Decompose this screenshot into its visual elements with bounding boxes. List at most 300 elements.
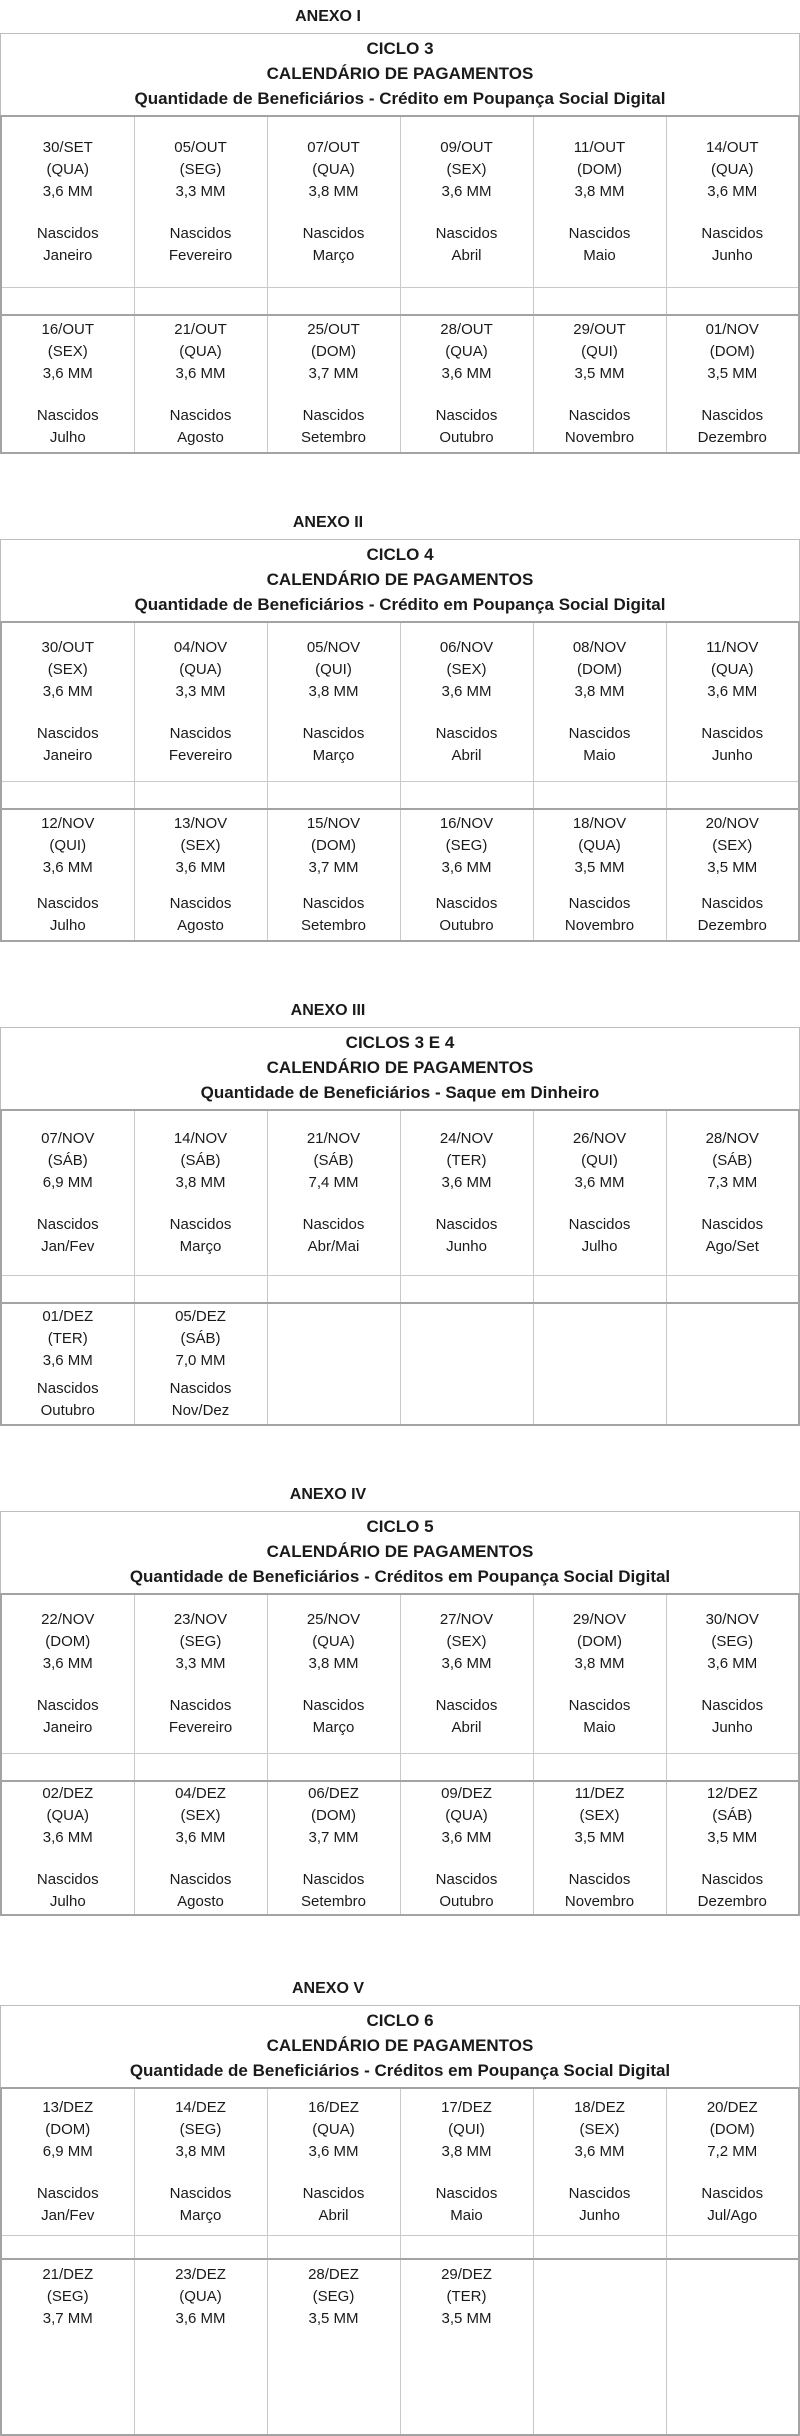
payment-date: 07/NOV bbox=[41, 1130, 95, 1147]
calendar-cell bbox=[134, 1303, 267, 1425]
spacer-cell bbox=[400, 288, 533, 316]
table-header-line: CALENDÁRIO DE PAGAMENTOS bbox=[266, 570, 534, 589]
payment-date: 28/OUT bbox=[440, 321, 493, 338]
beneficiary-count: 3,6 MM bbox=[441, 683, 492, 700]
nascidos-label: Nascidos bbox=[568, 1871, 631, 1888]
nascidos-label: Nascidos bbox=[435, 407, 498, 424]
payment-date: 13/DEZ bbox=[42, 2099, 94, 2116]
calendar-cell bbox=[1, 809, 134, 941]
birth-month: Julho bbox=[581, 1238, 618, 1255]
nascidos-label: Nascidos bbox=[169, 1697, 232, 1714]
calendar-cell bbox=[666, 809, 799, 941]
nascidos-label: Nascidos bbox=[435, 1871, 498, 1888]
weekday-abbrev: (QUI) bbox=[581, 343, 618, 360]
nascidos-label: Nascidos bbox=[701, 1697, 764, 1714]
calendar-cell bbox=[400, 2259, 533, 2435]
beneficiary-count: 3,8 MM bbox=[308, 683, 359, 700]
anexo-section bbox=[0, 1978, 800, 2436]
payment-date: 21/NOV bbox=[306, 1130, 361, 1147]
payment-date: 27/NOV bbox=[439, 1611, 494, 1628]
spacer-cell bbox=[1, 288, 134, 316]
weekday-abbrev: (QUI) bbox=[448, 2121, 485, 2138]
payment-date: 01/DEZ bbox=[42, 1308, 94, 1325]
weekday-abbrev: (SEX) bbox=[446, 161, 487, 178]
weekday-abbrev: (TER) bbox=[446, 2288, 487, 2305]
beneficiary-count: 3,6 MM bbox=[441, 859, 492, 876]
payment-date: 29/DEZ bbox=[441, 2266, 492, 2283]
calendar-cell bbox=[267, 1594, 400, 1754]
birth-month: Junho bbox=[711, 1719, 753, 1736]
blank-line bbox=[534, 203, 666, 223]
nascidos-label: Nascidos bbox=[36, 407, 99, 424]
anexo-section bbox=[0, 1000, 800, 1426]
payment-date: 08/NOV bbox=[572, 639, 627, 656]
birth-month: Nov/Dez bbox=[171, 1402, 230, 1419]
calendar-row bbox=[1, 2088, 799, 2236]
spacer-cell bbox=[400, 1276, 533, 1304]
empty-cell bbox=[267, 1303, 400, 1425]
blank-line bbox=[401, 703, 533, 723]
blank-line bbox=[2, 203, 134, 223]
calendar-cell bbox=[533, 116, 666, 288]
blank-line bbox=[2, 2163, 134, 2183]
anexo-title: ANEXO I bbox=[295, 8, 361, 25]
calendar-cell bbox=[134, 809, 267, 941]
birth-month: Março bbox=[179, 2207, 222, 2224]
weekday-abbrev: (QUA) bbox=[711, 161, 754, 178]
blank-line bbox=[667, 385, 799, 405]
blank-line bbox=[667, 703, 799, 723]
payment-date: 21/DEZ bbox=[42, 2266, 94, 2283]
empty-cell bbox=[666, 1303, 799, 1425]
nascidos-label: Nascidos bbox=[568, 1216, 631, 1233]
calendar-cell bbox=[267, 315, 400, 453]
blank-line bbox=[401, 879, 533, 893]
calendar-row bbox=[1, 1594, 799, 1754]
weekday-abbrev: (QUI) bbox=[581, 1152, 618, 1169]
payment-date: 17/DEZ bbox=[441, 2099, 492, 2116]
calendar-cell bbox=[267, 2088, 400, 2236]
weekday-abbrev: (QUA) bbox=[578, 837, 621, 854]
payment-date: 23/NOV bbox=[173, 1611, 228, 1628]
calendar-cell bbox=[1, 1110, 134, 1276]
birth-month: Abril bbox=[318, 2207, 349, 2224]
payment-date: 23/DEZ bbox=[175, 2266, 226, 2283]
beneficiary-count: 3,8 MM bbox=[308, 1655, 359, 1672]
beneficiary-count: 7,3 MM bbox=[707, 1174, 758, 1191]
spacer-cell bbox=[1, 782, 134, 810]
payment-date: 30/OUT bbox=[41, 639, 94, 656]
payment-date: 11/OUT bbox=[573, 139, 626, 156]
calendar-cell bbox=[666, 1110, 799, 1276]
spacer-cell bbox=[267, 2236, 400, 2260]
birth-month: Maio bbox=[583, 747, 616, 764]
beneficiary-count: 3,8 MM bbox=[574, 1655, 625, 1672]
weekday-abbrev: (SÁB) bbox=[180, 1330, 221, 1347]
spacer-cell bbox=[666, 288, 799, 316]
table-header-line: CALENDÁRIO DE PAGAMENTOS bbox=[266, 1058, 534, 1077]
weekday-abbrev: (QUA) bbox=[179, 661, 222, 678]
nascidos-label: Nascidos bbox=[36, 2185, 99, 2202]
birth-month: Maio bbox=[583, 1719, 616, 1736]
blank-line bbox=[135, 2163, 267, 2183]
payment-date: 16/OUT bbox=[41, 321, 94, 338]
payment-date: 20/DEZ bbox=[706, 2099, 758, 2116]
blank-line bbox=[401, 1849, 533, 1869]
birth-month: Novembro bbox=[564, 429, 635, 446]
calendar-row bbox=[1, 1781, 799, 1915]
spacer-row bbox=[1, 2236, 799, 2260]
empty-cell bbox=[666, 2259, 799, 2435]
blank-line bbox=[534, 1675, 666, 1695]
calendar-cell bbox=[400, 809, 533, 941]
payment-date: 06/NOV bbox=[439, 639, 494, 656]
nascidos-label: Nascidos bbox=[169, 2185, 232, 2202]
beneficiary-count: 3,6 MM bbox=[441, 365, 492, 382]
nascidos-label: Nascidos bbox=[36, 895, 99, 912]
weekday-abbrev: (QUA) bbox=[312, 1633, 355, 1650]
weekday-abbrev: (QUI) bbox=[49, 837, 87, 854]
payment-date: 22/NOV bbox=[41, 1611, 95, 1628]
calendar-cell bbox=[134, 315, 267, 453]
calendar-cell bbox=[267, 1110, 400, 1276]
beneficiary-count: 3,7 MM bbox=[308, 365, 359, 382]
calendar-cell bbox=[533, 1781, 666, 1915]
nascidos-label: Nascidos bbox=[701, 2185, 764, 2202]
weekday-abbrev: (SÁB) bbox=[313, 1152, 354, 1169]
payment-date: 02/DEZ bbox=[42, 1785, 94, 1802]
birth-month: Março bbox=[312, 247, 355, 264]
anexo-title: ANEXO IV bbox=[289, 1486, 367, 1503]
spacer-cell bbox=[400, 2236, 533, 2260]
weekday-abbrev: (QUI) bbox=[315, 661, 352, 678]
spacer-cell bbox=[400, 1754, 533, 1782]
beneficiary-count: 3,6 MM bbox=[574, 2143, 625, 2160]
calendar-cell bbox=[400, 622, 533, 782]
nascidos-label: Nascidos bbox=[36, 1871, 99, 1888]
blank-line bbox=[268, 879, 400, 893]
nascidos-label: Nascidos bbox=[568, 225, 631, 242]
weekday-abbrev: (QUA) bbox=[179, 343, 222, 360]
nascidos-label: Nascidos bbox=[701, 895, 764, 912]
weekday-abbrev: (SEX) bbox=[47, 661, 88, 678]
birth-month: Outubro bbox=[40, 1402, 95, 1419]
nascidos-label: Nascidos bbox=[701, 1871, 764, 1888]
nascidos-label: Nascidos bbox=[435, 2185, 498, 2202]
blank-line bbox=[667, 203, 799, 223]
nascidos-label: Nascidos bbox=[36, 225, 99, 242]
blank-line bbox=[534, 1849, 666, 1869]
payment-date: 18/NOV bbox=[572, 815, 627, 832]
payment-date: 11/NOV bbox=[706, 639, 759, 656]
calendar-cell bbox=[533, 315, 666, 453]
weekday-abbrev: (SEX) bbox=[579, 1807, 620, 1824]
nascidos-label: Nascidos bbox=[302, 1871, 365, 1888]
blank-line bbox=[401, 2330, 533, 2350]
calendar-cell bbox=[400, 1594, 533, 1754]
anexo-title: ANEXO III bbox=[290, 1002, 366, 1019]
payment-calendar-table bbox=[0, 1593, 800, 1916]
table-header-line: CALENDÁRIO DE PAGAMENTOS bbox=[266, 2036, 534, 2055]
table-header-line: CICLO 4 bbox=[366, 545, 434, 564]
weekday-abbrev: (QUA) bbox=[445, 1807, 488, 1824]
blank-line bbox=[667, 1194, 799, 1214]
nascidos-label: Nascidos bbox=[435, 895, 498, 912]
calendar-cell bbox=[1, 1303, 134, 1425]
beneficiary-count: 3,5 MM bbox=[574, 365, 625, 382]
beneficiary-count: 3,5 MM bbox=[707, 1829, 758, 1846]
birth-month: Março bbox=[312, 747, 355, 764]
beneficiary-count: 6,9 MM bbox=[42, 2143, 93, 2160]
sections-container bbox=[0, 6, 800, 2436]
blank-line bbox=[2, 385, 134, 405]
blank-line bbox=[268, 2330, 400, 2350]
birth-month: Julho bbox=[49, 1893, 86, 1910]
blank-line bbox=[135, 385, 267, 405]
payment-date: 28/DEZ bbox=[308, 2266, 359, 2283]
spacer-cell bbox=[666, 1754, 799, 1782]
beneficiary-count: 3,6 MM bbox=[175, 859, 226, 876]
calendar-cell bbox=[533, 2088, 666, 2236]
weekday-abbrev: (SEG) bbox=[445, 837, 488, 854]
blank-line bbox=[135, 1675, 267, 1695]
payment-date: 09/OUT bbox=[440, 139, 493, 156]
beneficiary-count: 3,6 MM bbox=[175, 2310, 226, 2327]
birth-month: Novembro bbox=[564, 917, 635, 934]
calendar-cell bbox=[134, 116, 267, 288]
table-header bbox=[0, 539, 800, 621]
beneficiary-count: 6,9 MM bbox=[42, 1174, 93, 1191]
nascidos-label: Nascidos bbox=[169, 407, 232, 424]
blank-line bbox=[401, 2163, 533, 2183]
weekday-abbrev: (DOM) bbox=[577, 161, 622, 178]
nascidos-label: Nascidos bbox=[568, 407, 631, 424]
weekday-abbrev: (QUA) bbox=[711, 661, 754, 678]
blank-line bbox=[2, 703, 134, 723]
birth-month: Janeiro bbox=[43, 247, 93, 264]
spacer-row bbox=[1, 1754, 799, 1782]
spacer-cell bbox=[533, 2236, 666, 2260]
table-header-line: CICLO 5 bbox=[366, 1517, 434, 1536]
beneficiary-count: 3,6 MM bbox=[441, 1829, 492, 1846]
blank-line bbox=[268, 1849, 400, 1869]
weekday-abbrev: (SEG) bbox=[179, 2121, 222, 2138]
weekday-abbrev: (SEX) bbox=[180, 837, 221, 854]
weekday-abbrev: (TER) bbox=[446, 1152, 487, 1169]
table-header-line: Quantidade de Beneficiários - Crédito em Poupança Social Digital bbox=[134, 595, 666, 614]
weekday-abbrev: (QUA) bbox=[312, 161, 355, 178]
anexo-title: ANEXO II bbox=[292, 514, 364, 531]
calendar-cell bbox=[400, 1110, 533, 1276]
calendar-cell bbox=[666, 2088, 799, 2236]
blank-line bbox=[667, 2163, 799, 2183]
beneficiary-count: 3,6 MM bbox=[707, 683, 758, 700]
nascidos-label: Nascidos bbox=[169, 1380, 232, 1397]
nascidos-label: Nascidos bbox=[36, 1380, 99, 1397]
blank-line bbox=[268, 385, 400, 405]
spacer-cell bbox=[400, 782, 533, 810]
birth-month: Junho bbox=[711, 747, 753, 764]
birth-month: Jan/Fev bbox=[41, 1238, 95, 1255]
anexo-section bbox=[0, 6, 800, 454]
weekday-abbrev: (DOM) bbox=[311, 837, 356, 854]
anexo-section bbox=[0, 1484, 800, 1916]
beneficiary-count: 3,8 MM bbox=[308, 183, 359, 200]
beneficiary-count: 7,0 MM bbox=[175, 1352, 226, 1369]
beneficiary-count: 3,6 MM bbox=[42, 859, 93, 876]
beneficiary-count: 3,6 MM bbox=[42, 683, 93, 700]
weekday-abbrev: (QUA) bbox=[445, 343, 488, 360]
weekday-abbrev: (SEX) bbox=[579, 2121, 620, 2138]
blank-line bbox=[534, 703, 666, 723]
blank-line bbox=[2, 1675, 134, 1695]
nascidos-label: Nascidos bbox=[701, 407, 764, 424]
nascidos-label: Nascidos bbox=[302, 225, 365, 242]
calendar-cell bbox=[134, 1781, 267, 1915]
calendar-row bbox=[1, 1110, 799, 1276]
table-header-line: CICLO 3 bbox=[366, 39, 434, 58]
spacer-cell bbox=[267, 288, 400, 316]
weekday-abbrev: (SÁB) bbox=[712, 1152, 753, 1169]
table-header bbox=[0, 1511, 800, 1593]
spacer-cell bbox=[533, 1754, 666, 1782]
weekday-abbrev: (SÁB) bbox=[712, 1807, 753, 1824]
anexo-section bbox=[0, 512, 800, 942]
birth-month: Julho bbox=[49, 429, 86, 446]
calendar-row bbox=[1, 116, 799, 288]
birth-month: Fevereiro bbox=[168, 747, 233, 764]
nascidos-label: Nascidos bbox=[435, 1697, 498, 1714]
beneficiary-count: 3,8 MM bbox=[574, 183, 625, 200]
payment-date: 16/DEZ bbox=[308, 2099, 359, 2116]
birth-month: Dezembro bbox=[697, 429, 767, 446]
nascidos-label: Nascidos bbox=[169, 225, 232, 242]
beneficiary-count: 3,8 MM bbox=[175, 1174, 226, 1191]
spacer-row bbox=[1, 288, 799, 316]
payment-date: 15/NOV bbox=[306, 815, 361, 832]
payment-date: 14/NOV bbox=[173, 1130, 228, 1147]
beneficiary-count: 3,8 MM bbox=[441, 2143, 492, 2160]
blank-line bbox=[534, 1194, 666, 1214]
payment-date: 29/NOV bbox=[572, 1611, 627, 1628]
blank-line bbox=[2, 1849, 134, 1869]
blank-line bbox=[135, 879, 267, 893]
birth-month: Outubro bbox=[439, 1893, 494, 1910]
spacer-cell bbox=[134, 782, 267, 810]
birth-month: Outubro bbox=[439, 917, 494, 934]
weekday-abbrev: (SEG) bbox=[711, 1633, 754, 1650]
blank-line bbox=[667, 1675, 799, 1695]
calendar-cell bbox=[134, 1110, 267, 1276]
blank-line bbox=[667, 1849, 799, 1869]
calendar-cell bbox=[267, 116, 400, 288]
calendar-cell bbox=[267, 1781, 400, 1915]
blank-line bbox=[268, 703, 400, 723]
birth-month: Outubro bbox=[439, 429, 494, 446]
birth-month: Dezembro bbox=[697, 1893, 767, 1910]
nascidos-label: Nascidos bbox=[169, 1216, 232, 1233]
blank-line bbox=[2, 879, 134, 893]
weekday-abbrev: (SEG) bbox=[179, 1633, 222, 1650]
table-header-line: Quantidade de Beneficiários - Crédito em Poupança Social Digital bbox=[134, 89, 666, 108]
spacer-cell bbox=[267, 1276, 400, 1304]
table-header-line: CALENDÁRIO DE PAGAMENTOS bbox=[266, 64, 534, 83]
payment-date: 30/SET bbox=[42, 139, 93, 156]
spacer-cell bbox=[267, 782, 400, 810]
weekday-abbrev: (DOM) bbox=[45, 2121, 91, 2138]
payment-date: 21/OUT bbox=[174, 321, 227, 338]
beneficiary-count: 3,6 MM bbox=[308, 2143, 359, 2160]
weekday-abbrev: (SÁB) bbox=[47, 1152, 88, 1169]
calendar-cell bbox=[267, 809, 400, 941]
spacer-cell bbox=[1, 1276, 134, 1304]
nascidos-label: Nascidos bbox=[302, 2185, 365, 2202]
calendar-cell bbox=[400, 2088, 533, 2236]
birth-month: Setembro bbox=[300, 917, 367, 934]
nascidos-label: Nascidos bbox=[568, 2185, 631, 2202]
weekday-abbrev: (QUA) bbox=[312, 2121, 355, 2138]
birth-month: Janeiro bbox=[43, 747, 93, 764]
blank-line bbox=[135, 703, 267, 723]
beneficiary-count: 3,7 MM bbox=[42, 2310, 93, 2327]
weekday-abbrev: (QUA) bbox=[46, 1807, 89, 1824]
birth-month: Junho bbox=[711, 247, 753, 264]
beneficiary-count: 3,3 MM bbox=[175, 183, 226, 200]
beneficiary-count: 3,8 MM bbox=[574, 683, 625, 700]
nascidos-label: Nascidos bbox=[302, 895, 365, 912]
spacer-cell bbox=[666, 2236, 799, 2260]
calendar-cell bbox=[666, 622, 799, 782]
beneficiary-count: 3,6 MM bbox=[441, 183, 492, 200]
birth-month: Setembro bbox=[300, 1893, 367, 1910]
nascidos-label: Nascidos bbox=[435, 725, 498, 742]
anexo-title: ANEXO V bbox=[291, 1980, 364, 1997]
table-header-line: Quantidade de Beneficiários - Saque em Dinheiro bbox=[200, 1083, 600, 1102]
calendar-cell bbox=[134, 1594, 267, 1754]
weekday-abbrev: (SEG) bbox=[179, 161, 222, 178]
calendar-row bbox=[1, 315, 799, 453]
beneficiary-count: 3,6 MM bbox=[707, 183, 758, 200]
beneficiary-count: 3,5 MM bbox=[574, 1829, 625, 1846]
nascidos-label: Nascidos bbox=[169, 895, 232, 912]
calendar-cell bbox=[666, 1594, 799, 1754]
nascidos-label: Nascidos bbox=[36, 1216, 99, 1233]
empty-cell bbox=[533, 1303, 666, 1425]
birth-month: Maio bbox=[450, 2207, 483, 2224]
birth-month: Março bbox=[312, 1719, 355, 1736]
blank-line bbox=[135, 203, 267, 223]
nascidos-label: Nascidos bbox=[435, 1216, 498, 1233]
payment-date: 25/NOV bbox=[306, 1611, 361, 1628]
empty-cell bbox=[533, 2259, 666, 2435]
beneficiary-count: 3,3 MM bbox=[175, 683, 226, 700]
birth-month: Abril bbox=[451, 1719, 482, 1736]
calendar-cell bbox=[1, 1594, 134, 1754]
blank-line bbox=[401, 1675, 533, 1695]
beneficiary-count: 3,3 MM bbox=[175, 1655, 226, 1672]
weekday-abbrev: (DOM) bbox=[311, 1807, 356, 1824]
weekday-abbrev: (SEX) bbox=[712, 837, 753, 854]
birth-month: Abr/Mai bbox=[307, 1238, 360, 1255]
payment-calendar-table bbox=[0, 1109, 800, 1426]
payment-date: 05/OUT bbox=[174, 139, 227, 156]
table-header-line: Quantidade de Beneficiários - Créditos em Poupança Social Digital bbox=[129, 2061, 671, 2080]
beneficiary-count: 3,6 MM bbox=[441, 1655, 492, 1672]
calendar-cell bbox=[533, 622, 666, 782]
calendar-cell bbox=[267, 622, 400, 782]
blank-line bbox=[268, 2163, 400, 2183]
nascidos-label: Nascidos bbox=[435, 225, 498, 242]
